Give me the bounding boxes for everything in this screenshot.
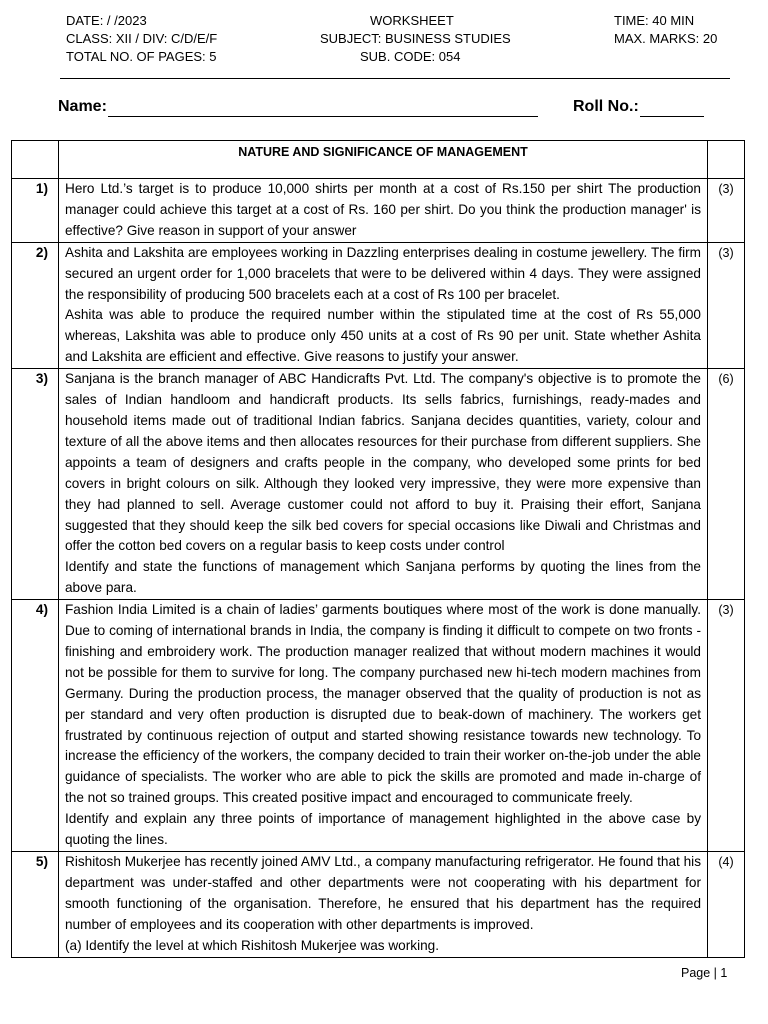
question-paragraph: Hero Ltd.’s target is to produce 10,000 shirts per month at a cost of Rs.150 per shirt The production manager could achieve this target at a cost of Rs. 160 per shirt. Do you think the production manager' is effective? Give reason in support of your answer	[65, 181, 701, 238]
question-paragraph: Identify and explain any three points of importance of management highlighted in the above case by quoting the lines.	[65, 811, 701, 848]
title-marks-cell	[708, 141, 745, 179]
header-right	[614, 12, 717, 48]
table-title-row	[12, 141, 745, 179]
question-text	[59, 600, 708, 852]
roll-label: Roll No.:	[573, 98, 639, 115]
question-row	[12, 242, 745, 368]
sub-code-field: SUB. CODE: 054	[360, 49, 461, 64]
question-text	[59, 369, 708, 600]
question-paragraph: Rishitosh Mukerjee has recently joined AMV Ltd., a company manufacturing refrigerator. He found that his department was under-staffed and other departments were not cooperating with his department for smooth functioning of the organisation. Therefore, he ensured that his department has the required number of employees and its cooperation with other departments is improved.	[65, 854, 701, 932]
question-row	[12, 179, 745, 243]
question-text	[59, 852, 708, 958]
title-num-cell	[12, 141, 59, 179]
question-paragraph: Sanjana is the branch manager of ABC Handicrafts Pvt. Ltd. The company's objective is to promote the sales of Indian handloom and handicraft products. Its sells fabrics, furnishings, ready-mades and household items made out of traditional Indian fabrics. Sanjana decides quantities, variety, colour and texture of all the above items and then allocates resources for their purchase from different suppliers. She appoints a team of designers and crafts people in the company, who developed some prints for bed covers in bright colours on silk. Although they looked very impressive, they were more expensive than they had planned to sell. Average customer could not afford to buy it. Praising their effort, Sanjana suggested that they should keep the silk bed covers for special occasions like Diwali and Christmas and offer the cotton bed covers on a regular basis to keep costs under control	[65, 371, 701, 554]
class-div-field: CLASS: XII / DIV: C/D/E/F	[66, 31, 218, 46]
question-paragraph: Ashita was able to produce the required number within the stipulated time at the cost of Rs 55,000 whereas, Lakshita was able to produce only 450 units at a cost of Rs 90 per unit. State whether Ashita and Lakshita are efficient and effective. Give reasons to justify your answer.	[65, 307, 701, 365]
question-row	[12, 600, 745, 852]
total-pages-field: TOTAL NO. OF PAGES: 5	[66, 49, 217, 64]
question-paragraph: Fashion India Limited is a chain of ladies’ garments boutiques where most of the work is done manually. Due to coming of international brands in India, the company is finding it difficult to compete on two fronts - finishing and embroidery work. The production manager realized that without modern machines it would not be possible for them to survive for long. The company purchased new hi-tech modern machines from Germany. During the production process, the manager observed that the quality of production is not as per standard and very often production is disrupted due to beak-down of machinery. The workers get frustrated by continuous rejection of output and started showing resistance towards new technology. To increase the efficiency of the workers, the company decided to train their worker on-the-job under the able guidance of specialists. The worker who are able to pick the skills are promoted and made in-charge of the not so trained groups. This created positive impact and encouraged to communicate freely.	[65, 602, 701, 806]
question-marks: (3)	[708, 179, 745, 243]
questions-table	[11, 140, 745, 958]
question-marks: (3)	[708, 242, 745, 368]
question-text	[59, 242, 708, 368]
question-marks: (4)	[708, 852, 745, 958]
roll-field[interactable]	[640, 116, 704, 117]
question-number: 3)	[12, 369, 59, 600]
name-field[interactable]	[108, 116, 538, 117]
question-row	[12, 852, 745, 958]
worksheet-title: WORKSHEET	[370, 13, 454, 28]
question-number: 2)	[12, 242, 59, 368]
max-marks-field: MAX. MARKS: 20	[614, 31, 718, 46]
subject-field: SUBJECT: BUSINESS STUDIES	[320, 31, 511, 46]
question-number: 5)	[12, 852, 59, 958]
question-paragraph: Identify and state the functions of management which Sanjana performs by quoting the lines from the above para.	[65, 559, 701, 596]
date-field: DATE: / /2023	[66, 13, 147, 28]
question-row	[12, 369, 745, 600]
question-marks: (3)	[708, 600, 745, 852]
name-label: Name:	[58, 98, 107, 115]
header-divider	[60, 78, 730, 79]
time-field: TIME: 40 MIN	[614, 13, 695, 28]
table-title: NATURE AND SIGNIFICANCE OF MANAGEMENT	[59, 141, 708, 179]
question-number: 4)	[12, 600, 59, 852]
question-paragraph: (a) Identify the level at which Rishitosh Mukerjee was working.	[65, 937, 439, 953]
question-paragraph: Ashita and Lakshita are employees working in Dazzling enterprises dealing in costume jewellery. The firm secured an urgent order for 1,000 bracelets that were to be delivered within 4 days. They were assigned the responsibility of producing 500 bracelets each at a cost of Rs 100 per bracelet.	[65, 244, 701, 302]
question-number: 1)	[12, 179, 59, 243]
page-footer: Page | 1	[681, 966, 728, 980]
question-text	[59, 179, 708, 243]
header-left	[66, 12, 217, 66]
question-marks: (6)	[708, 369, 745, 600]
header-center	[320, 12, 511, 66]
